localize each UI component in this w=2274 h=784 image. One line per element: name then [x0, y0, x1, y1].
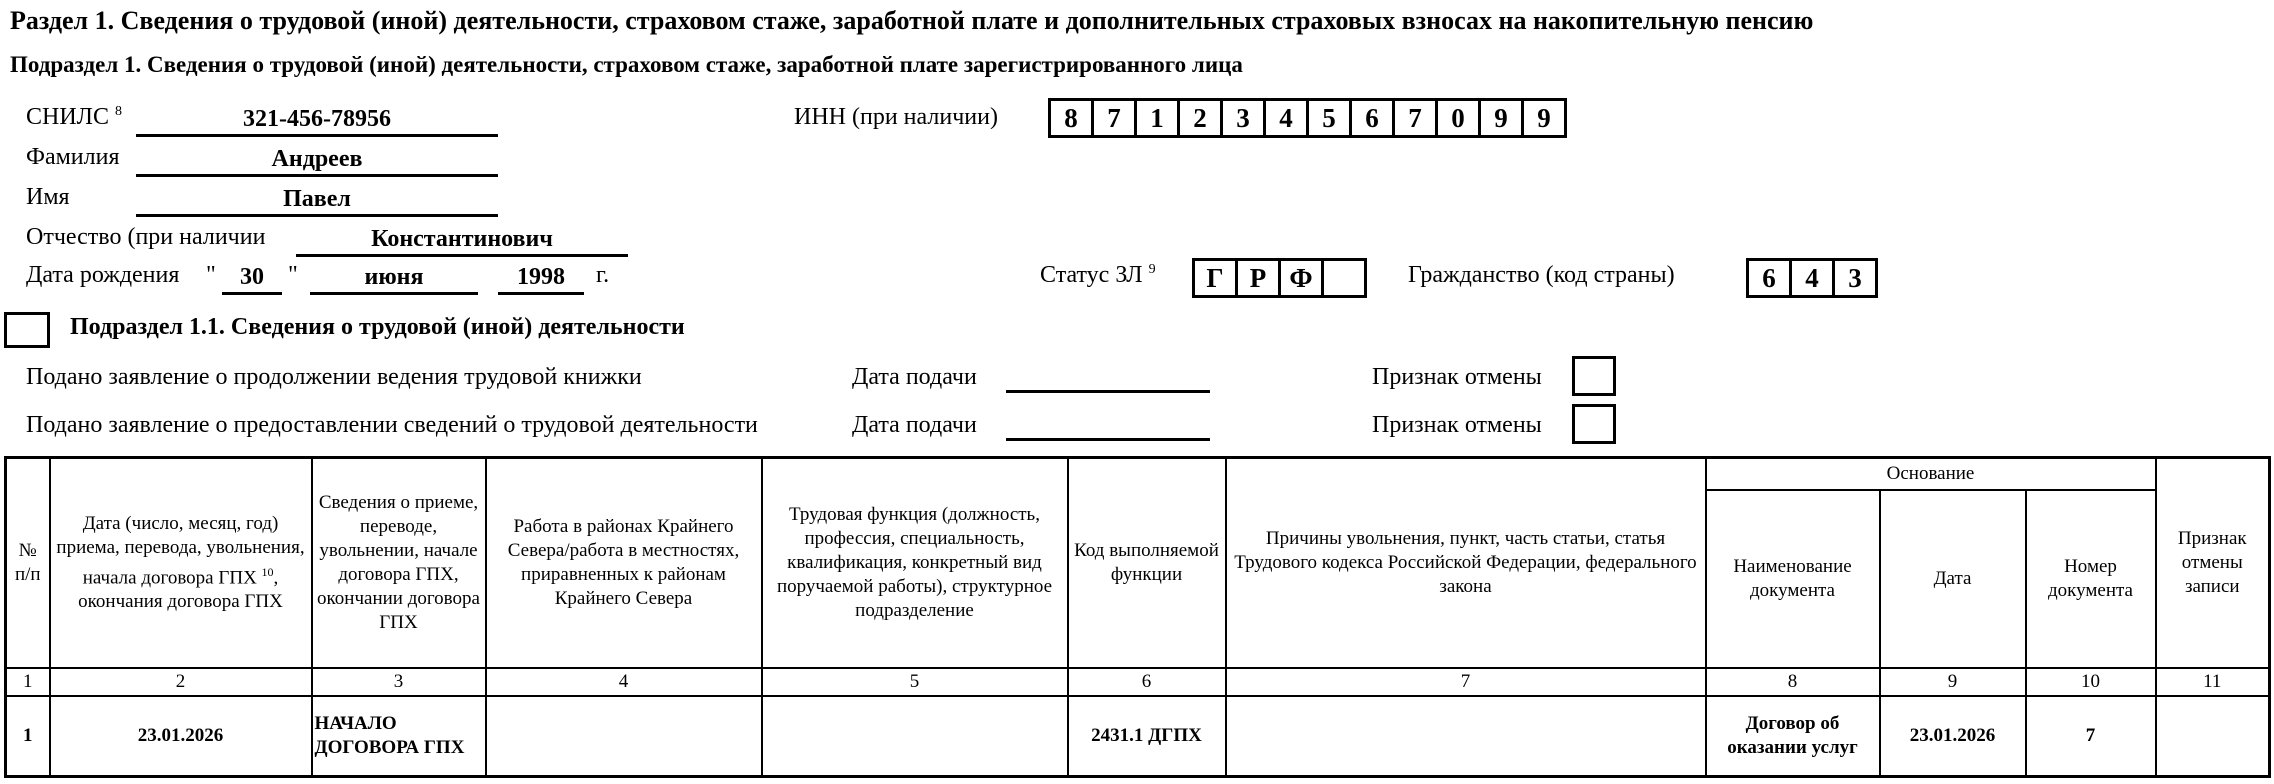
status-cell: Г: [1195, 261, 1238, 295]
inn-digit: 4: [1266, 101, 1309, 135]
birth-quote-close: ": [288, 262, 298, 288]
snils-footnote: 8: [114, 104, 122, 119]
header-code: Код выполняемой функции: [1068, 458, 1226, 668]
subsection-1-1-checkbox[interactable]: [4, 312, 50, 348]
row-event[interactable]: НАЧАЛО ДОГОВОРА ГПХ: [312, 696, 486, 777]
header-num: № п/п: [6, 458, 50, 668]
header-doc-date: Дата: [1880, 490, 2026, 668]
status-cell: Р: [1238, 261, 1281, 295]
column-number: 5: [762, 668, 1068, 696]
inn-digit: 7: [1094, 101, 1137, 135]
column-number: 8: [1706, 668, 1880, 696]
row-cancel[interactable]: [2156, 696, 2270, 777]
inn-cells[interactable]: [1048, 98, 1567, 138]
row2-date-label: Дата подачи: [852, 412, 977, 438]
header-reason: Причины увольнения, пункт, часть статьи, статья Трудового кодекса Российской Федерации, федерального закона: [1226, 458, 1706, 668]
row-doc-name[interactable]: Договор об оказании услуг: [1706, 696, 1880, 777]
inn-digit: 0: [1438, 101, 1481, 135]
column-number: 7: [1226, 668, 1706, 696]
snils-label: СНИЛС $^8$: [26, 104, 122, 130]
status-cell: Ф: [1281, 261, 1324, 295]
birth-year-suffix: г.: [596, 262, 610, 288]
column-number: 1: [6, 668, 50, 696]
column-number: 11: [2156, 668, 2270, 696]
row2-label: Подано заявление о предоставлении сведений о трудовой деятельности: [26, 412, 758, 438]
inn-label: ИНН (при наличии): [794, 104, 998, 130]
header-function: Трудовая функция (должность, профессия, специальность, квалификация, конкретный вид поручаемой работы), структурное подразделение: [762, 458, 1068, 668]
header-basis: Основание: [1706, 458, 2156, 490]
name-field[interactable]: Павел: [136, 184, 498, 217]
citizenship-cells[interactable]: [1746, 258, 1878, 298]
row1-label: Подано заявление о продолжении ведения трудовой книжки: [26, 364, 642, 390]
citizenship-cell: 6: [1749, 261, 1792, 295]
activity-table: [4, 456, 2271, 778]
row1-date-label: Дата подачи: [852, 364, 977, 390]
status-footnote: 9: [1148, 262, 1156, 277]
subsection-title: Подраздел 1. Сведения о трудовой (иной) деятельности, страховом стаже, заработной плате зарегистрированного лица: [10, 52, 1243, 77]
inn-digit: 5: [1309, 101, 1352, 135]
column-number: 6: [1068, 668, 1226, 696]
citizenship-label: Гражданство (код страны): [1408, 262, 1675, 288]
column-number: 10: [2026, 668, 2156, 696]
status-cell: [1324, 261, 1364, 295]
birth-day-field[interactable]: 30: [222, 262, 282, 295]
patronymic-field[interactable]: Константинович: [296, 224, 628, 257]
header-doc-number: Номер документа: [2026, 490, 2156, 668]
inn-digit: 8: [1051, 101, 1094, 135]
column-number: 4: [486, 668, 762, 696]
birth-quote-open: ": [206, 262, 216, 288]
row-code[interactable]: 2431.1 ДГПХ: [1068, 696, 1226, 777]
inn-digit: 9: [1537, 103, 1551, 133]
row1-cancel-checkbox[interactable]: [1572, 356, 1616, 396]
row2-cancel-label: Признак отмены: [1372, 412, 1542, 438]
row1-date-field[interactable]: [1006, 390, 1210, 393]
row-date[interactable]: 23.01.2026: [50, 696, 312, 777]
surname-field[interactable]: Андреев: [136, 144, 498, 177]
row-reason[interactable]: [1226, 696, 1706, 777]
birth-label: Дата рождения: [26, 262, 180, 288]
table-row: [6, 696, 2270, 777]
row1-cancel-label: Признак отмены: [1372, 364, 1542, 390]
inn-digit: 1: [1137, 101, 1180, 135]
row-function[interactable]: [762, 696, 1068, 777]
surname-label: Фамилия: [26, 144, 120, 170]
row-north[interactable]: [486, 696, 762, 777]
header-doc-name: Наименование документа: [1706, 490, 1880, 668]
status-label: Статус ЗЛ $^9$: [1040, 262, 1156, 288]
citizenship-cell: 3: [1848, 263, 1862, 293]
header-cancel: Признак отмены записи: [2156, 458, 2270, 668]
inn-digit: 3: [1223, 101, 1266, 135]
name-label: Имя: [26, 184, 70, 210]
citizenship-cell: 4: [1792, 261, 1835, 295]
column-number: 3: [312, 668, 486, 696]
inn-digit: 6: [1352, 101, 1395, 135]
subsection-1-1-title: Подраздел 1.1. Сведения о трудовой (иной) деятельности: [70, 314, 685, 340]
column-number: 9: [1880, 668, 2026, 696]
header-date: Дата (число, месяц, год) приема, перевода, увольнения, начала договора ГПХ $^{10}$, окончания договора ГПХ: [50, 458, 312, 668]
inn-digit: 7: [1395, 101, 1438, 135]
row-num[interactable]: 1: [6, 696, 50, 777]
inn-digit: 9: [1481, 101, 1524, 135]
patronymic-label: Отчество (при наличии: [26, 224, 266, 250]
row2-cancel-checkbox[interactable]: [1572, 404, 1616, 444]
section-title: Раздел 1. Сведения о трудовой (иной) деятельности, страховом стаже, заработной плате и дополнительных страховых взносах на накопительную пенсию: [10, 6, 1814, 35]
status-cells[interactable]: [1192, 258, 1367, 298]
row-doc-date[interactable]: 23.01.2026: [1880, 696, 2026, 777]
birth-year-field[interactable]: 1998: [498, 262, 584, 295]
header-event: Сведения о приеме, переводе, увольнении, начале договора ГПХ, окончании договора ГПХ: [312, 458, 486, 668]
row-doc-number[interactable]: 7: [2026, 696, 2156, 777]
row2-date-field[interactable]: [1006, 438, 1210, 441]
snils-field[interactable]: 321-456-78956: [136, 104, 498, 137]
inn-digit: 2: [1180, 101, 1223, 135]
birth-month-field[interactable]: июня: [310, 262, 478, 295]
column-number: 2: [50, 668, 312, 696]
header-north: Работа в районах Крайнего Севера/работа в местностях, приравненных к районам Крайнего Севера: [486, 458, 762, 668]
